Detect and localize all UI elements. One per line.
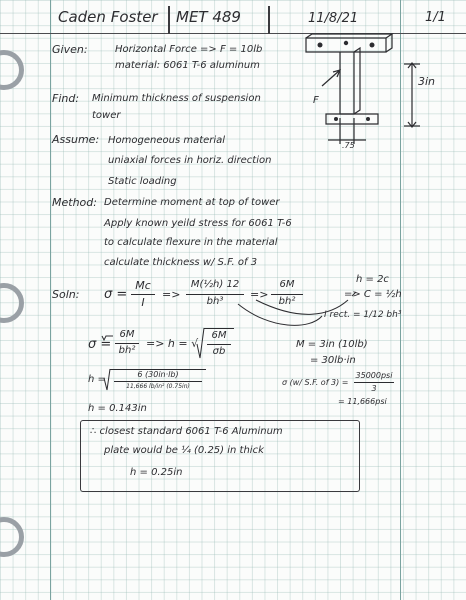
soln-moment-2: = 30lb·in xyxy=(310,355,356,366)
method-line-2: Apply known yeild stress for 6061 T-6 xyxy=(104,218,292,229)
assume-line-3: Static loading xyxy=(108,176,177,187)
soln-arrow-1: => xyxy=(162,288,181,301)
header-page-number: 1/1 xyxy=(425,10,446,25)
frac-s2-denominator: bh² xyxy=(118,345,136,356)
soln-h-sqrt: => h = √ xyxy=(146,337,199,350)
assume-label: Assume: xyxy=(52,133,100,146)
assume-line-2: uniaxial forces in horiz. direction xyxy=(108,155,272,166)
diagram-height-label: 3in xyxy=(418,75,436,88)
frac-s2-numerator: 6M xyxy=(119,329,135,340)
given-label: Given: xyxy=(52,43,88,56)
diagram-force-label: F xyxy=(313,95,319,106)
soln-sigma-sf: σ (w/ S.F. of 3) = xyxy=(282,378,349,387)
frac-m2-denominator: bh³ xyxy=(206,296,224,307)
frac-mc-numerator: Mc xyxy=(135,279,151,292)
frac-hc-numerator: 6 (30in·lb) xyxy=(137,370,179,379)
frac-hs-denominator: σb xyxy=(212,346,226,357)
method-line-4: calculate thickness w/ S.F. of 3 xyxy=(104,257,258,268)
soln-moment-1: M = 3in (10lb) xyxy=(296,339,368,350)
frac-hc-denominator: 11,666 lb/in² (0.75in) xyxy=(126,383,190,390)
conclusion-line-2: plate would be ¼ (0.25) in thick xyxy=(104,445,264,456)
frac-m3-denominator: bh² xyxy=(278,296,296,307)
soln-sigma-1: σ = xyxy=(104,287,128,302)
soln-label: Soln: xyxy=(52,288,80,301)
find-line-2: tower xyxy=(92,110,121,121)
method-line-1: Determine moment at top of tower xyxy=(104,197,280,208)
conclusion-line-1: ∴ closest standard 6061 T-6 Aluminum xyxy=(90,426,283,437)
header-date: 11/8/21 xyxy=(308,11,359,26)
frac-m2-numerator: M(½h) 12 xyxy=(190,279,240,290)
given-line-1: Horizontal Force => F = 10lb xyxy=(115,44,263,55)
soln-h-result: h = 0.143in xyxy=(88,403,147,414)
soln-i-rect: I rect. = 1/12 bh³ xyxy=(324,310,402,320)
soln-sigma-2: σ = xyxy=(88,337,112,352)
conclusion-line-3: h = 0.25in xyxy=(130,467,183,478)
frac-m3-numerator: 6M xyxy=(279,279,295,290)
frac-sig-denominator: 3 xyxy=(371,384,377,393)
find-line-1: Minimum thickness of suspension xyxy=(92,93,261,104)
soln-sigma-result: = 11,666psi xyxy=(338,397,387,406)
assume-line-1: Homogeneous material xyxy=(108,135,226,146)
soln-arrow-2: => xyxy=(250,288,269,301)
frac-mc-denominator: I xyxy=(141,296,145,309)
frac-sig-numerator: 35000psi xyxy=(355,371,393,380)
frac-hs-numerator: 6M xyxy=(211,330,227,341)
header-course: MET 489 xyxy=(176,8,241,26)
given-line-2: material: 6061 T-6 aluminum xyxy=(115,60,260,71)
soln-c-equals-half-h: => C = ½h xyxy=(344,289,402,300)
find-label: Find: xyxy=(52,92,80,105)
method-label: Method: xyxy=(52,196,97,209)
diagram-width-label: .75 xyxy=(342,141,355,150)
soln-h-calc-lead: h = xyxy=(88,374,106,385)
header-name: Caden Foster xyxy=(58,8,158,26)
method-line-3: to calculate flexure in the material xyxy=(104,237,278,248)
soln-h-equals-2c: h = 2c xyxy=(356,274,389,285)
